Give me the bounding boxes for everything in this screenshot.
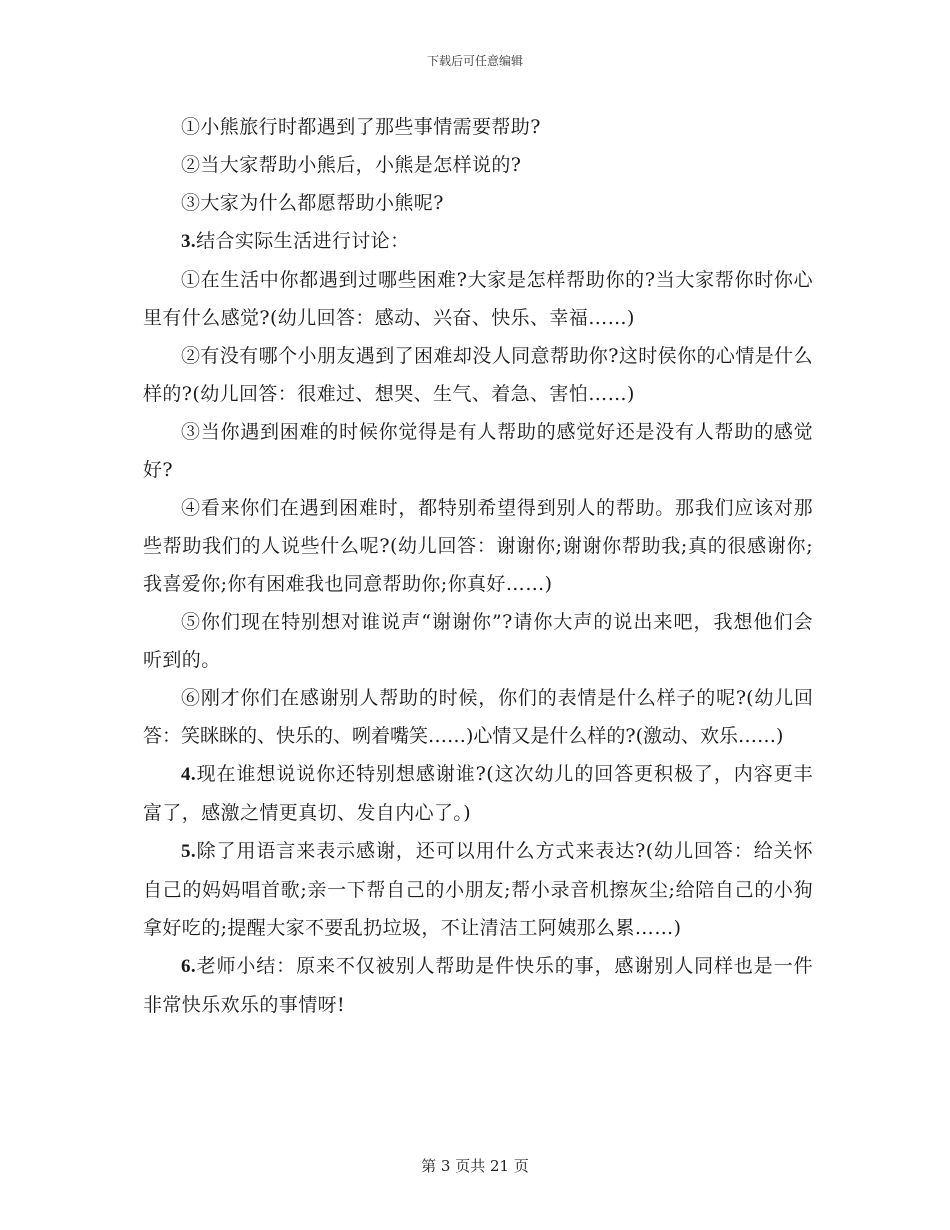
question-3: ③大家为什么都愿帮助小熊呢? — [181, 192, 444, 214]
document-body — [143, 108, 813, 1024]
discussion-6: ⑥刚才你们在感谢别人帮助的时候，你们的表情是什么样子的呢?(幼儿回答：笑眯眯的、快乐的、咧着嘴笑……)心情又是什么样的?(激动、欢乐……) — [143, 687, 813, 747]
section-3 — [143, 222, 813, 261]
page-footer: 第 3 页共 21 页 — [421, 1157, 529, 1175]
section-6 — [143, 947, 813, 1024]
section-text: 现在谁想说说你还特别想感谢谁?(这次幼儿的回答更积极了，内容更丰富了，感激之情更真切、发自内心了。) — [143, 763, 813, 824]
question-1: ①小熊旅行时都遇到了那些事情需要帮助? — [181, 116, 541, 138]
section-number: 4. — [181, 764, 197, 785]
section-4 — [143, 755, 813, 832]
discussion-3: ③当你遇到困难的时候你觉得是有人帮助的感觉好还是没有人帮助的感觉好? — [143, 421, 813, 481]
section-5 — [143, 832, 813, 947]
section-text: 结合实际生活进行讨论： — [196, 230, 410, 252]
section-text: 老师小结：原来不仅被别人帮助是件快乐的事，感谢别人同样也是一件非常快乐欢乐的事情呀! — [143, 955, 813, 1016]
section-text: 除了用语言来表示感谢，还可以用什么方式来表达?(幼儿回答：给关怀自己的妈妈唱首歌;亲一下帮自己的小朋友;帮小录音机擦灰尘;给陪自己的小狗拿好吃的;提醒大家不要乱扔垃圾，不让清洁工阿姨那么累……) — [143, 840, 813, 939]
discussion-5: ⑤你们现在特别想对谁说声“谢谢你”?请你大声的说出来吧，我想他们会听到的。 — [143, 611, 813, 671]
question-2: ②当大家帮助小熊后，小熊是怎样说的? — [181, 154, 522, 176]
discussion-2: ②有没有哪个小朋友遇到了困难却没人同意帮助你?这时侯你的心情是什么样的?(幼儿回答：很难过、想哭、生气、着急、害怕……) — [143, 345, 813, 405]
section-number: 3. — [181, 231, 197, 252]
section-number: 5. — [181, 841, 197, 862]
section-number: 6. — [181, 956, 197, 977]
page-header: 下载后可任意编辑 — [426, 54, 523, 68]
discussion-4: ④看来你们在遇到困难时，都特别希望得到别人的帮助。那我们应该对那些帮助我们的人说些什么呢?(幼儿回答：谢谢你;谢谢你帮助我;真的很感谢你;我喜爱你;你有困难我也同意帮助你;你真好……) — [143, 497, 813, 595]
discussion-1: ①在生活中你都遇到过哪些困难?大家是怎样帮助你的?当大家帮你时你心里有什么感觉?(幼儿回答：感动、兴奋、快乐、幸福……) — [143, 269, 813, 329]
